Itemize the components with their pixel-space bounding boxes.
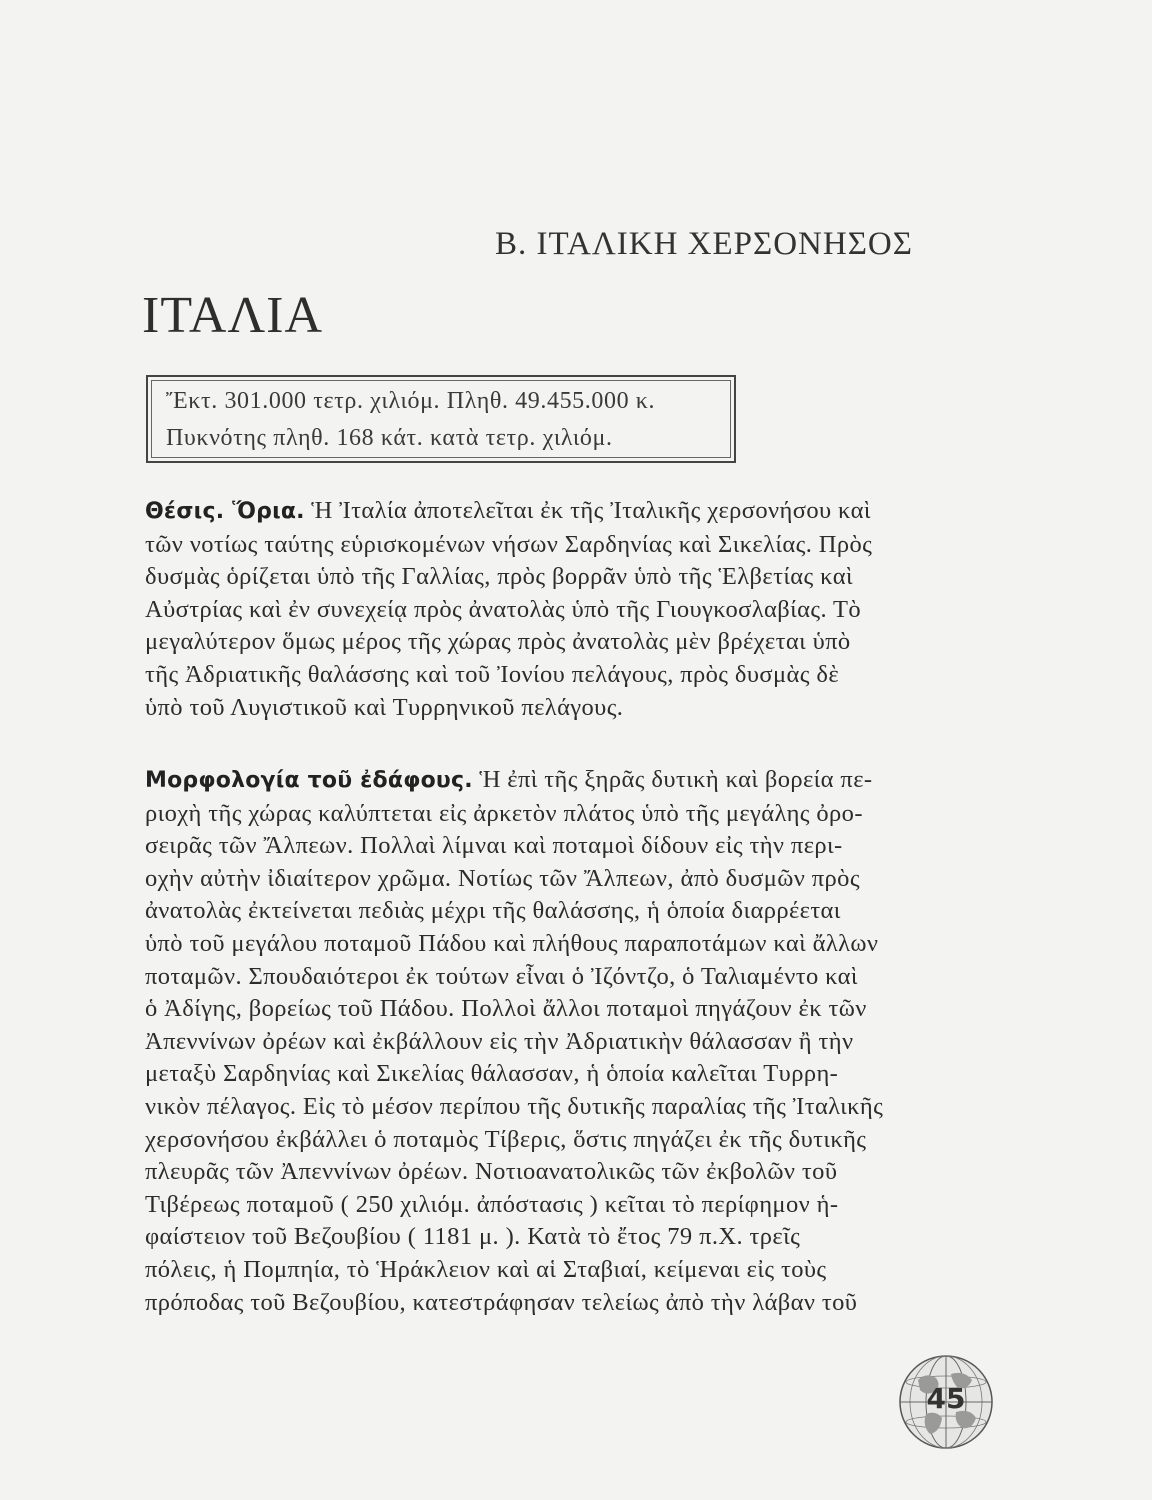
paragraph-line: Ἀπεννίνων ὀρέων καὶ ἐκβάλλουν εἰς τὴν Ἀδριατικὴν θάλασσαν ἢ τὴν [145,1027,854,1055]
paragraph-line: μεγαλύτερον ὅμως μέρος τῆς χώρας πρὸς ἀνατολὰς μὲν βρέχεται ὑπὸ [145,628,851,656]
paragraph-line: πόλεις, ἡ Πομπηία, τὸ Ἡράκλειον καὶ αἱ Σταβιαί, κείμεναι εἰς τοὺς [145,1255,827,1283]
paragraph-line: φαίστειον τοῦ Βεζουβίου ( 1181 μ. ). Κατὰ τὸ ἔτος 79 π.Χ. τρεῖς [145,1223,801,1251]
paragraph-line: ὁ Ἀδίγης, βορείως τοῦ Πάδου. Πολλοὶ ἄλλοι ποταμοὶ πηγάζουν ἐκ τῶν [145,995,867,1023]
paragraph-line: σειρᾶς τῶν Ἄλπεων. Πολλαὶ λίμναι καὶ ποταμοὶ δίδουν εἰς τὴν περι- [145,832,843,860]
paragraph-line: ἀνατολὰς ἐκτείνεται πεδιὰς μέχρι τῆς θαλάσσης, ἡ ὁποία διαρρέεται [145,897,841,925]
paragraph-position-borders [145,495,975,724]
paragraph-morphology [145,764,975,1319]
paragraph-line: Τιβέρεως ποταμοῦ ( 250 χιλιόμ. ἀπόστασις ) κεῖται τὸ περίφημον ἡ- [145,1190,839,1218]
section-title: Β. ΙΤΑΛΙΚΗ ΧΕΡΣΟΝΗΣΟΣ [495,226,913,262]
paragraph-line: χερσονήσου ἐκβάλλει ὁ ποταμὸς Τίβερις, ὅστις πηγάζει ἐκ τῆς δυτικῆς [145,1125,867,1153]
stats-line-area-population: Ἔκτ. 301.000 τετρ. χιλιόμ. Πληθ. 49.455.000 κ. [166,388,656,414]
page-number: 45 [926,1382,966,1415]
paragraph-line: τῶν νοτίως ταύτης εὑρισκομένων νήσων Σαρδηνίας καὶ Σικελίας. Πρὸς [145,530,873,558]
paragraph-line: Αὐστρίας καὶ ἐν συνεχείᾳ πρὸς ἀνατολὰς ὑπὸ τῆς Γιουγκοσλαβίας. Τὸ [145,595,862,623]
paragraph-line: οχὴν αὐτὴν ἰδιαίτερον χρῶμα. Νοτίως τῶν Ἄλπεων, ἀπὸ δυσμῶν πρὸς [145,864,860,892]
paragraph-line: ὑπὸ τοῦ μεγάλου ποταμοῦ Πάδου καὶ πλήθους παραποτάμων καὶ ἄλλων [145,929,879,957]
paragraph-line: νικὸν πέλαγος. Εἰς τὸ μέσον περίπου τῆς δυτικῆς παραλίας τῆς Ἰταλικῆς [145,1092,884,1120]
paragraph-line: μεταξὺ Σαρδηνίας καὶ Σικελίας θάλασσαν, ἡ ὁποία καλεῖται Τυρρη- [145,1060,839,1088]
paragraph-heading: Μορφολογία τοῦ ἐδάφους. [145,768,473,793]
paragraph-line: πλευρᾶς τῶν Ἀπεννίνων ὀρέων. Νοτιοανατολικῶς τῶν ἐκβολῶν τοῦ [145,1158,838,1186]
paragraph-heading: Θέσις. Ὅρια. [145,499,305,524]
paragraph-line: πρόποδας τοῦ Βεζουβίου, κατεστράφησαν τελείως ἀπὸ τὴν λάβαν τοῦ [145,1288,858,1316]
globe-icon [896,1352,996,1452]
paragraph-line: ποταμῶν. Σπουδαιότεροι ἐκ τούτων εἶναι ὁ Ἰζόντζο, ὁ Ταλιαμέντο καὶ [145,962,858,990]
country-title: ΙΤΑΛΙΑ [142,287,324,344]
paragraph-line: ὑπὸ τοῦ Λυγιστικοῦ καὶ Τυρρηνικοῦ πελάγους. [145,693,624,721]
paragraph-line: τῆς Ἀδριατικῆς θαλάσσης καὶ τοῦ Ἰονίου πελάγους, πρὸς δυσμὰς δὲ [145,660,840,688]
paragraph-line: ριοχὴ τῆς χώρας καλύπτεται εἰς ἀρκετὸν πλάτος ὑπὸ τῆς μεγάλης ὀρο- [145,799,863,827]
paragraph-line: Μορφολογία τοῦ ἐδάφους. Ἡ ἐπὶ τῆς ξηρᾶς δυτικὴ καὶ βορεία πε- [145,766,873,793]
paragraph-line: Θέσις. Ὅρια. Ἡ Ἰταλία ἀποτελεῖται ἐκ τῆς Ἰταλικῆς χερσονήσου καὶ [145,497,871,524]
stats-line-density: Πυκνότης πληθ. 168 κάτ. κατὰ τετρ. χιλιόμ. [166,425,613,451]
paragraph-line: δυσμὰς ὁρίζεται ὑπὸ τῆς Γαλλίας, πρὸς βορρᾶν ὑπὸ τῆς Ἑλβετίας καὶ [145,563,853,591]
stats-box [146,375,736,463]
